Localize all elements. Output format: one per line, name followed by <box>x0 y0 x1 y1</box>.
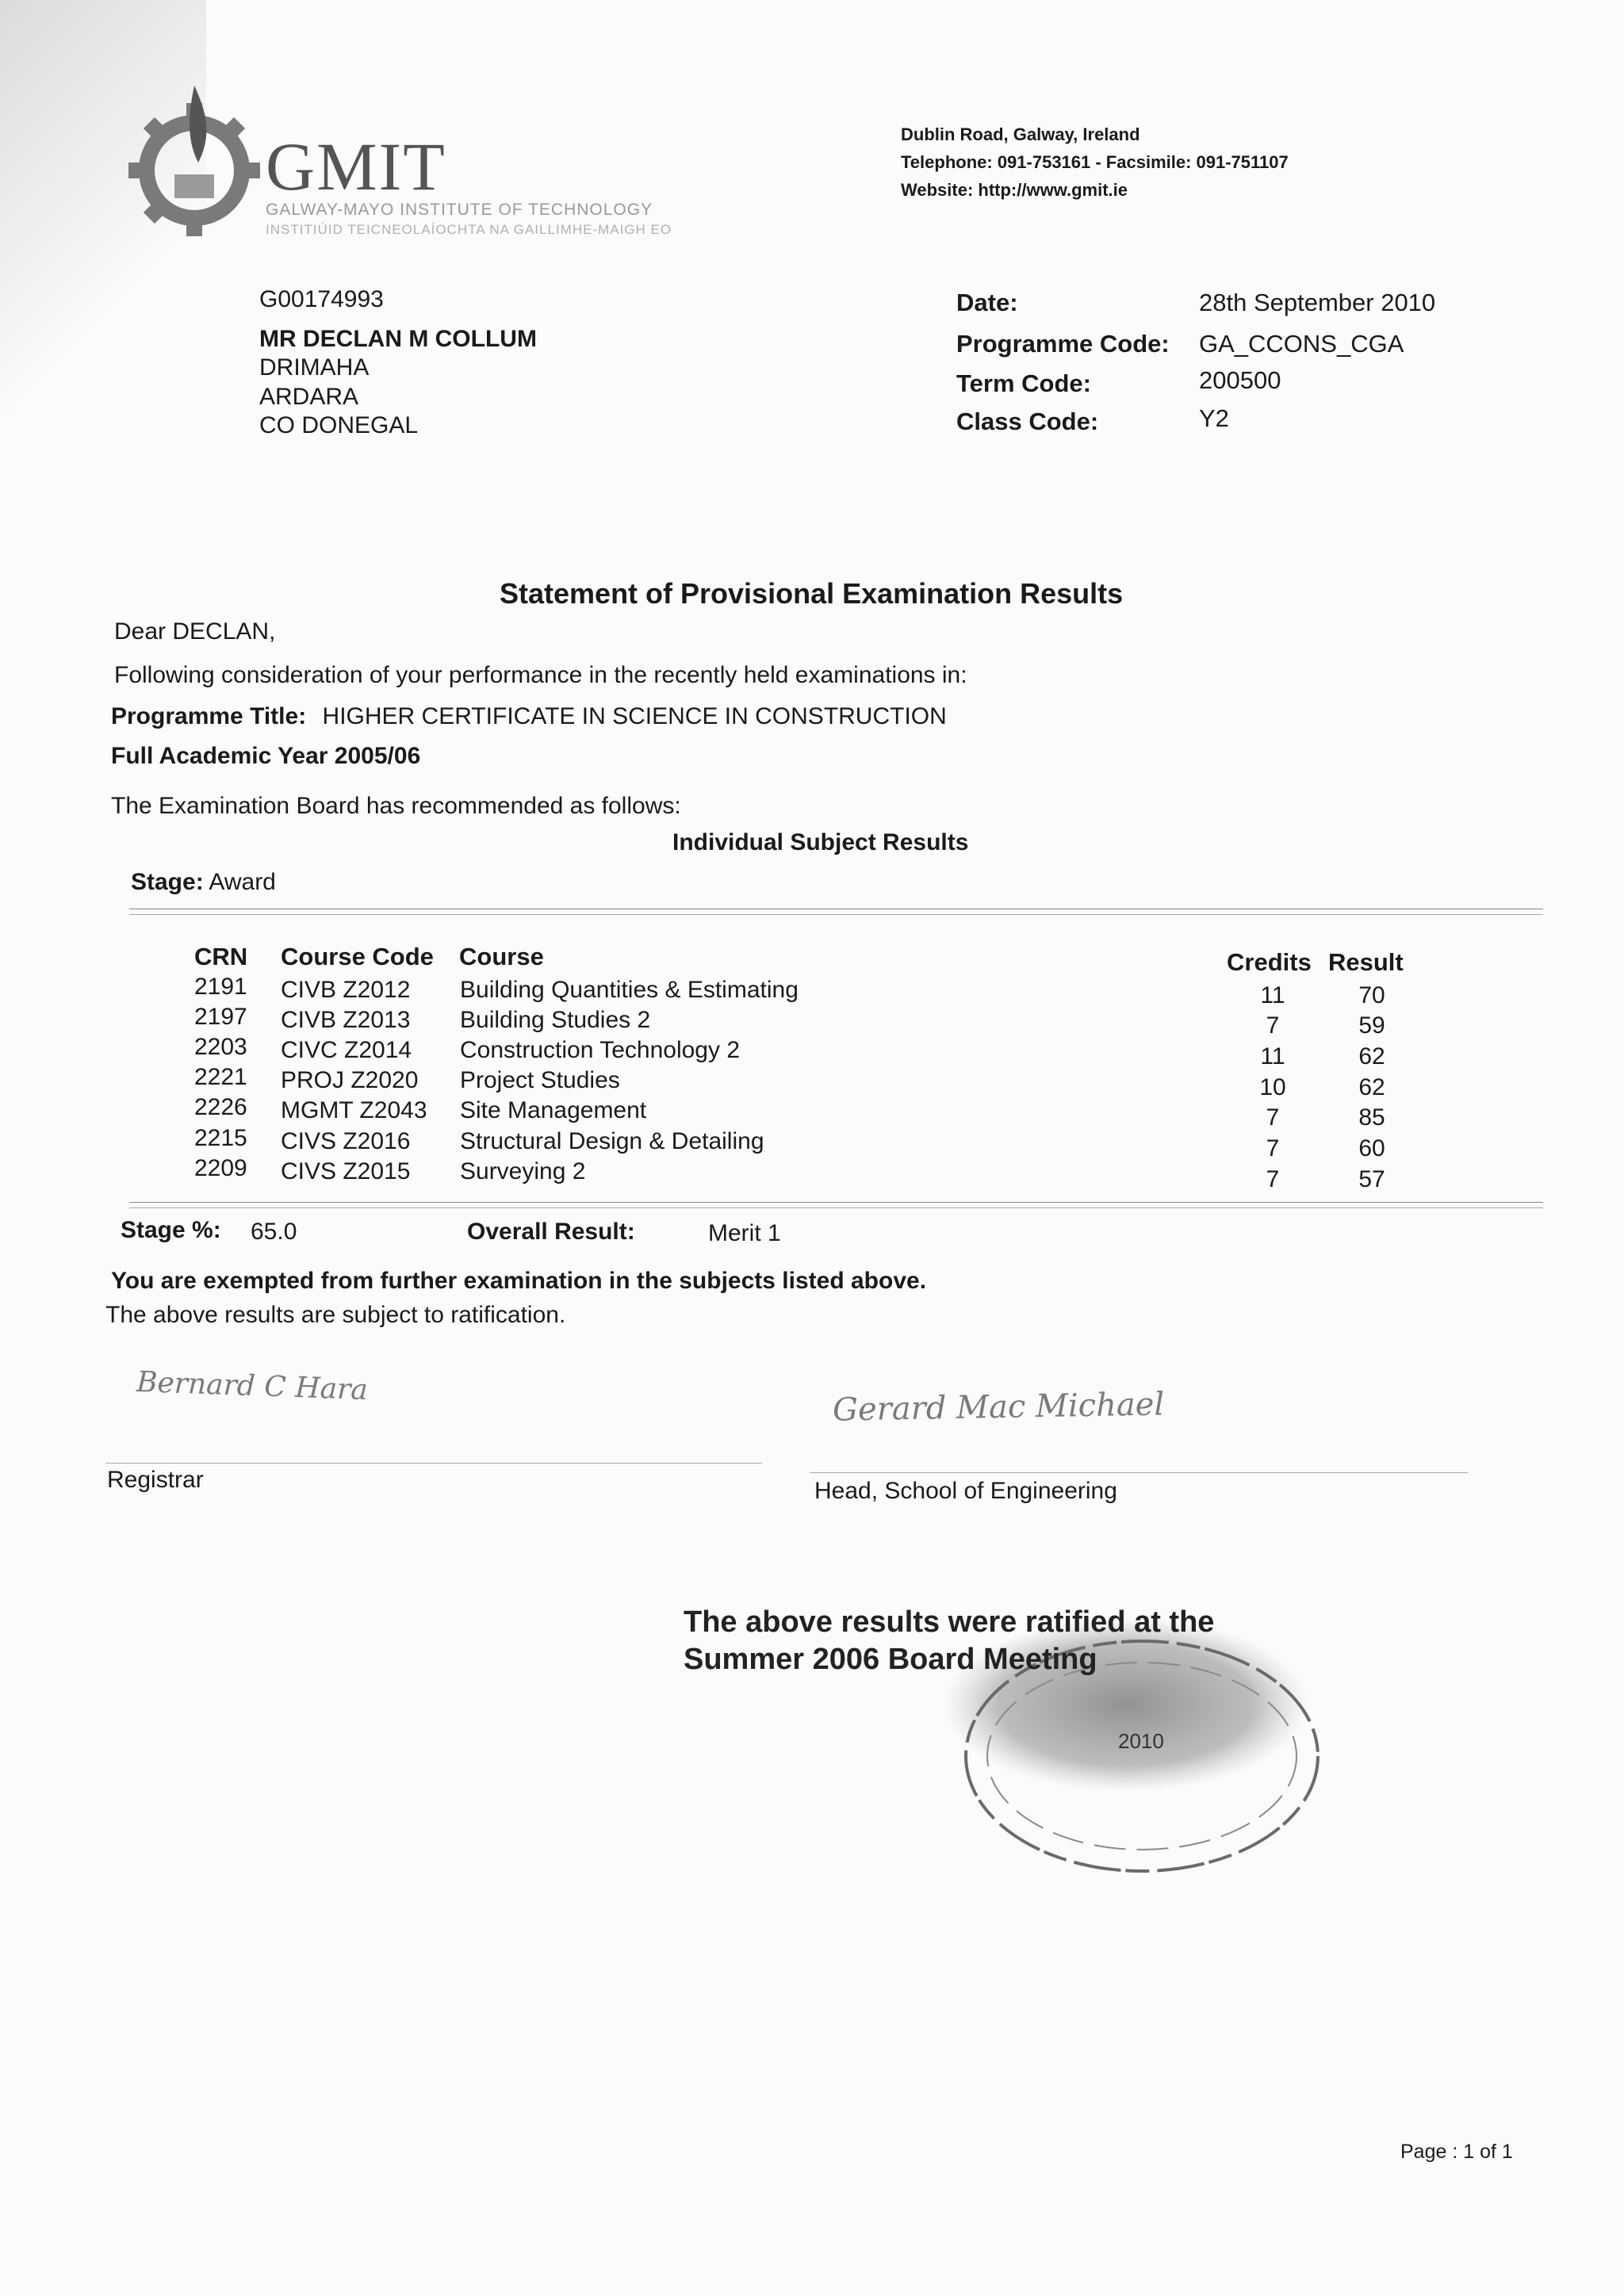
stage-line <box>131 869 276 896</box>
programme-title-value: HIGHER CERTIFICATE IN SCIENCE IN CONSTRUCTION <box>322 703 947 729</box>
cell-result: 85 <box>1358 1104 1385 1131</box>
table-bottom-rule-inner <box>129 1207 1543 1208</box>
registrar-signature: Bernard C Hara <box>136 1365 369 1407</box>
address-line: ARDARA <box>259 383 359 410</box>
cell-crn: 2191 <box>194 974 247 1000</box>
cell-code: CIVB Z2012 <box>281 977 411 1003</box>
cell-crn: 2226 <box>194 1094 247 1120</box>
cell-code: CIVS Z2015 <box>281 1158 411 1184</box>
cell-course: Project Studies <box>460 1067 620 1093</box>
exempt-text: You are exempted from further examination in the subjects listed above. <box>111 1268 927 1294</box>
registrar-signature-line <box>105 1463 762 1464</box>
header-course: Course <box>459 943 544 970</box>
head-label: Head, School of Engineering <box>814 1478 1117 1504</box>
header-course-code: Course Code <box>281 943 434 970</box>
salutation: Dear DECLAN, <box>114 618 276 645</box>
term-code-value: 200500 <box>1199 366 1281 394</box>
header-credits: Credits <box>1227 948 1312 976</box>
student-id: G00174993 <box>259 286 384 312</box>
cell-course: Construction Technology 2 <box>460 1037 740 1063</box>
cell-code: CIVC Z2014 <box>281 1037 412 1063</box>
overall-result-value: Merit 1 <box>708 1220 781 1246</box>
cell-credits: 11 <box>1260 1043 1285 1070</box>
stamp-text-line1: The above results were ratified at the <box>684 1605 1215 1639</box>
head-signature: Gerard Mac Michael <box>832 1386 1165 1429</box>
stage-label: Stage: <box>131 869 204 895</box>
logo-subtitle-ga: INSTITIÚID TEICNEOLAÍOCHTA NA GAILLIMHE-MAIGH EO <box>266 222 672 237</box>
cell-result: 60 <box>1358 1135 1385 1161</box>
cell-code: CIVB Z2013 <box>281 1007 411 1033</box>
term-code-label: Term Code: <box>956 369 1091 397</box>
cell-crn: 2215 <box>194 1125 247 1151</box>
stage-value: Award <box>209 869 276 895</box>
address-line: CO DONEGAL <box>259 412 419 438</box>
cell-credits: 10 <box>1259 1074 1286 1100</box>
cell-credits: 7 <box>1266 1135 1280 1161</box>
cell-result: 59 <box>1358 1012 1385 1039</box>
overall-result-label: Overall Result: <box>467 1219 635 1245</box>
cell-credits: 7 <box>1266 1166 1280 1192</box>
institution-phone-fax: Telephone: 091-753161 - Facsimile: 091-751107 <box>901 152 1289 172</box>
gear-flame-icon <box>119 79 270 238</box>
class-code-label: Class Code: <box>956 408 1099 435</box>
programme-title-line <box>111 703 947 730</box>
logo-wordmark: GMIT <box>266 128 446 205</box>
cell-result: 70 <box>1358 982 1385 1008</box>
institution-contact <box>901 121 1289 204</box>
cell-code: CIVS Z2016 <box>281 1128 411 1154</box>
table-bottom-rule <box>129 1202 1543 1203</box>
class-code-value: Y2 <box>1199 404 1229 432</box>
header-result: Result <box>1328 948 1404 976</box>
stage-pct-label: Stage %: <box>121 1217 221 1243</box>
cell-result: 62 <box>1358 1043 1385 1070</box>
student-address-block <box>259 285 537 441</box>
stamp-date: 2010 <box>1118 1729 1164 1753</box>
cell-crn: 2197 <box>194 1004 247 1030</box>
cell-credits: 7 <box>1266 1104 1280 1131</box>
date-value: 28th September 2010 <box>1199 289 1436 316</box>
student-name: MR DECLAN M COLLUM <box>259 325 537 352</box>
logo-subtitle-en: GALWAY-MAYO INSTITUTE OF TECHNOLOGY <box>266 201 653 219</box>
head-signature-line <box>810 1472 1468 1473</box>
cell-course: Building Studies 2 <box>460 1007 651 1033</box>
registrar-label: Registrar <box>107 1467 204 1493</box>
cell-code: PROJ Z2020 <box>281 1067 419 1093</box>
page-number: Page : 1 of 1 <box>1400 2141 1513 2163</box>
programme-code-value: GA_CCONS_CGA <box>1199 330 1404 358</box>
cell-code: MGMT Z2043 <box>281 1097 427 1123</box>
cell-credits: 11 <box>1260 982 1285 1008</box>
board-text: The Examination Board has recommended as follows: <box>111 793 681 819</box>
cell-course: Site Management <box>460 1097 647 1123</box>
programme-title-label: Programme Title: <box>111 703 307 729</box>
stage-pct-value: 65.0 <box>251 1219 297 1245</box>
academic-year: Full Academic Year 2005/06 <box>111 743 421 769</box>
ratification-text: The above results are subject to ratification. <box>105 1302 566 1328</box>
header-crn: CRN <box>194 943 248 970</box>
institution-website: Website: http://www.gmit.ie <box>901 180 1128 200</box>
institution-address: Dublin Road, Galway, Ireland <box>901 124 1140 144</box>
cell-crn: 2203 <box>194 1034 247 1060</box>
stamp-text-line2: Summer 2006 Board Meeting <box>684 1643 1097 1676</box>
cell-credits: 7 <box>1266 1012 1280 1039</box>
document-title: Statement of Provisional Examination Results <box>500 577 1124 610</box>
programme-code-label: Programme Code: <box>956 330 1170 358</box>
date-label: Date: <box>956 289 1018 316</box>
cell-result: 57 <box>1358 1166 1385 1192</box>
cell-crn: 2221 <box>194 1064 247 1090</box>
table-top-rule-inner <box>129 914 1543 915</box>
address-line: DRIMAHA <box>259 354 370 381</box>
cell-course: Surveying 2 <box>460 1158 586 1184</box>
intro-text: Following consideration of your performance in the recently held examinations in: <box>114 662 967 688</box>
cell-course: Structural Design & Detailing <box>460 1128 764 1154</box>
cell-course: Building Quantities & Estimating <box>460 977 799 1003</box>
section-heading: Individual Subject Results <box>672 829 969 855</box>
cell-crn: 2209 <box>194 1155 247 1181</box>
cell-result: 62 <box>1358 1074 1385 1100</box>
